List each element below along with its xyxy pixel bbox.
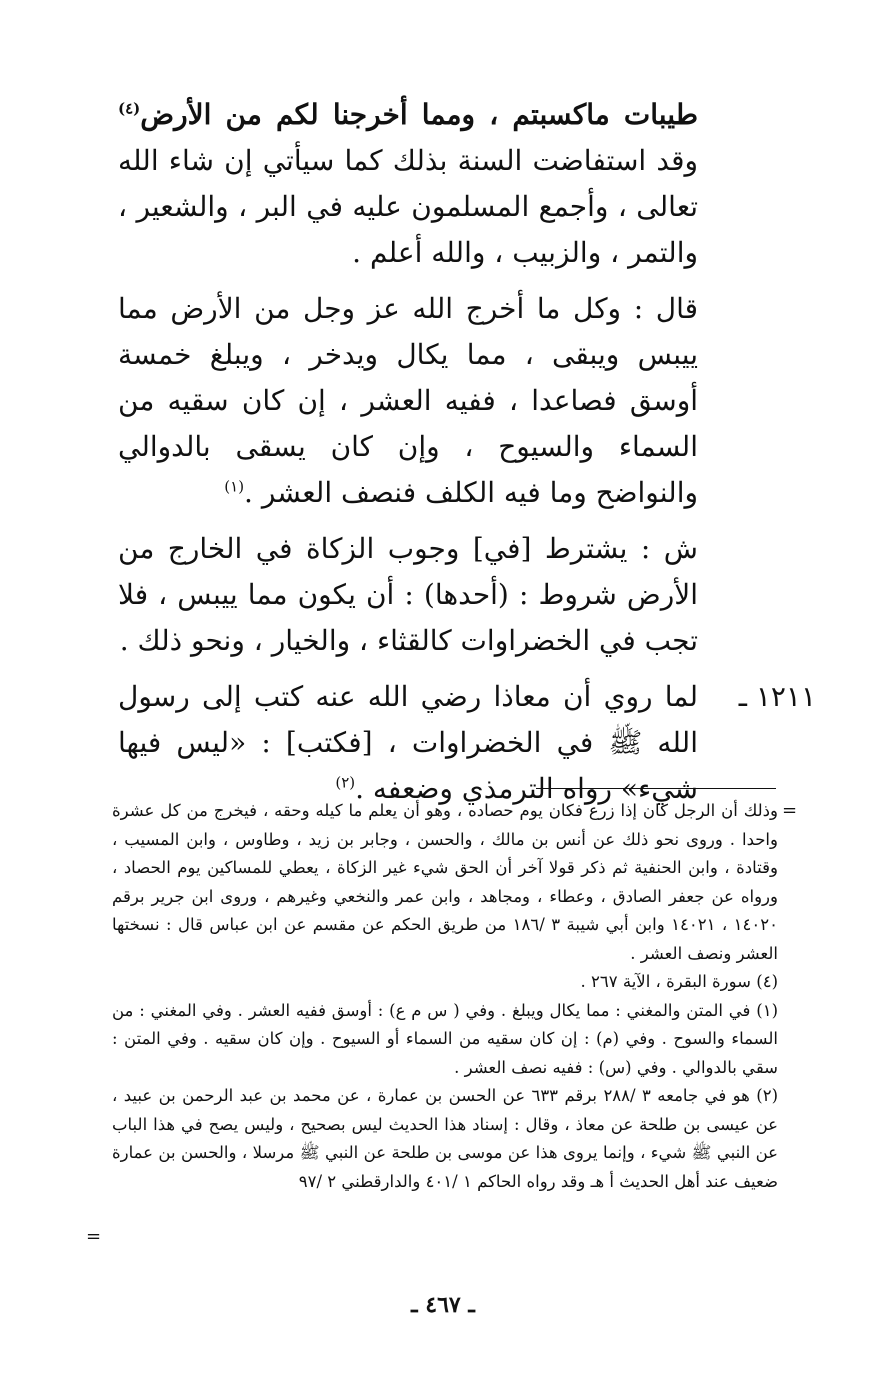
hadith-text: لما روي أن معاذا رضي الله عنه كتب إلى رسول الله ﷺ في الخضراوات ، [فكتب] : «ليس فيها شيء» رواه الترمذي وضعفه . xyxy=(118,680,698,805)
hadith-paragraph xyxy=(118,674,816,812)
paragraph-1 xyxy=(118,92,698,276)
continuation-mark: = xyxy=(782,800,798,821)
footnote-4: (٤) سورة البقرة ، الآية ٢٦٧ . xyxy=(580,972,778,991)
sharh-text: ش : يشترط [في] وجوب الزكاة في الخارج من الأرض شروط : (أحدها) : أن يكون مما ييبس ، فلا تجب في الخضراوات كالقثاء ، والخيار ، ونحو ذلك . xyxy=(118,532,698,657)
quran-quote: طيبات ماكسبتم ، ومما أخرجنا لكم من الأرض xyxy=(140,98,698,131)
paragraph-1-rest: وقد استفاضت السنة بذلك كما سيأتي إن شاء الله تعالى ، وأجمع المسلمون عليه في البر ، والشعير ، والتمر ، والزبيب ، والله أعلم . xyxy=(118,144,698,269)
hadith-number: ١٢١١ ـ xyxy=(738,680,816,713)
footnote-separator xyxy=(536,788,776,789)
paragraph-2 xyxy=(118,286,698,516)
footnote-ref-4[interactable]: (٤) xyxy=(118,99,141,118)
continuation-mark-end: = xyxy=(86,1226,102,1247)
footnote-ref-2[interactable]: (٢) xyxy=(335,773,356,792)
footnote-1: (١) في المتن والمغني : مما يكال ويبلغ . وفي ( س م ع) : أوسق ففيه العشر . وفي المغني : من السماء والسوح . وفي (م) : إن كان سقيه من السماء أو السيوح . وإن كان سقيه . وفي المتن : سقي بالدوالي . وفي (س) : ففيه نصف العشر . xyxy=(112,1000,778,1077)
main-text xyxy=(118,92,816,822)
footnote-continued: وذلك أن الرجل كان إذا زرع فكان يوم حصاده ، وهو أن يعلم ما كيله وحقه ، فيخرج من كل عشرة واحدا . وروى نحو ذلك عن أنس بن مالك ، والحسن ، وجابر بن زيد ، وطاوس ، وابن المسيب ، وقتادة ، وابن الحنفية ثم ذكر قولا آخر أن الحق شيء غير الزكاة ، يعطي للمساكين يوم الحصاد ، ورواه عن جعفر الصادق ، وعطاء ، ومجاهد ، وابن عمر والنخعي وغيرهم ، وروى ابن جرير برقم ١٤٠٢٠ ، ١٤٠٢١ وابن أبي شيبة ٣ /١٨٦ من طريق الحكم عن مقسم عن ابن عباس قال : نسختها العشر ونصف العشر . xyxy=(112,801,778,963)
footnote-ref-1[interactable]: (١) xyxy=(224,477,245,496)
matn-text: قال : وكل ما أخرج الله عز وجل من الأرض مما ييبس ويبقى ، مما يكال ويدخر ، ويبلغ خمسة أوسق فصاعدا ، ففيه العشر ، إن كان سقيه من السماء والسيوح ، وإن كان يسقى بالدوالي والنواضح وما فيه الكلف فنصف العشر . xyxy=(118,292,698,509)
footnote-2: (٢) هو في جامعه ٣ /٢٨٨ برقم ٦٣٣ عن الحسن بن عمارة ، عن محمد بن عبد الرحمن بن عبيد ، عن عيسى بن طلحة عن معاذ ، وقال : إسناد هذا الحديث ليس بصحيح ، وليس يصح في هذا الباب عن النبي ﷺ شيء ، وإنما يروى هذا عن موسى بن طلحة عن النبي ﷺ مرسلا ، والحسن بن عمارة ضعيف عند أهل الحديث أ هـ وقد رواه الحاكم ١ /٤٠١ والدارقطني ٢ /٩٧ xyxy=(112,1086,778,1191)
page-number: ـ ٤٦٧ ـ xyxy=(411,1292,475,1318)
paragraph-3 xyxy=(118,526,698,664)
footnotes xyxy=(112,797,778,1196)
